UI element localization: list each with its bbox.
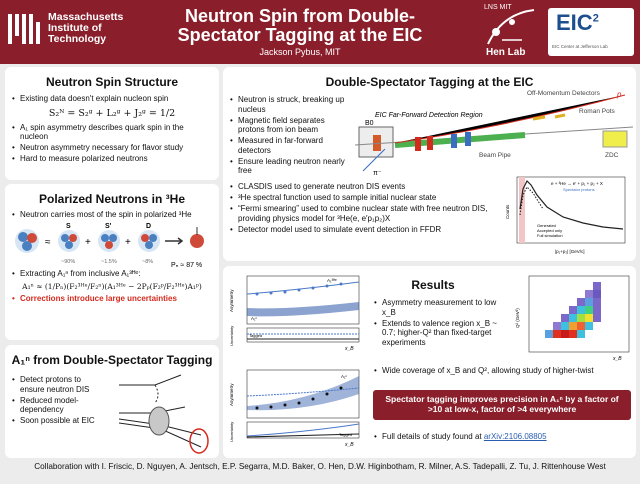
mit-name-line: Institute of	[48, 22, 102, 34]
bullet-list	[229, 95, 347, 176]
pion-label: π⁻	[373, 170, 382, 177]
svg-text:+: +	[125, 237, 131, 248]
arxiv-link[interactable]: arXiv:2106.08805	[483, 432, 547, 441]
sprime-state-icon	[98, 230, 120, 252]
proton-label: p	[617, 90, 622, 99]
bullet-list	[373, 366, 633, 377]
bullet: • Detector model used to simulate event detection in FFDR	[229, 225, 499, 235]
d-state-icon	[138, 230, 160, 252]
b0-label: B0	[365, 120, 374, 127]
axis-label: Uncertainty	[229, 325, 234, 346]
callout-box: Spectator tagging improves precision in A₁ⁿ by a factor of >10 at low-x, factor of >4 everywhere	[373, 390, 631, 420]
neutron-icon	[190, 227, 204, 248]
hist-title: e + ³He → e′ + p₁ + p₂ + X	[551, 181, 603, 186]
state-percent: ~8%	[142, 259, 154, 265]
spin-equation: S₂ᴺ = S₂ᵍ + L₂ᵍ + J₂ᵍ = 1/2	[48, 107, 176, 119]
axis-label: x_B	[613, 356, 622, 362]
bullet-list	[11, 94, 213, 104]
poster-author: Jackson Pybus, MIT	[259, 47, 341, 57]
he3-nucleus-icon	[15, 229, 39, 253]
bullet: • “Fermi smearing” used to combine nuclear state with free neutron DIS, providing physics model for ³He(e, e′p₁p₂)X	[229, 204, 499, 223]
mit-name-line: Massachusetts	[48, 11, 124, 23]
bullet: • Neutron carries most of the spin in polarized ³He	[11, 210, 213, 220]
axis-label: x_B	[345, 442, 354, 448]
mit-bars-icon	[8, 14, 40, 44]
state-percent: ~90%	[61, 259, 76, 265]
asymmetry-plot-low-x	[227, 272, 365, 352]
bullet: • Asymmetry measurement to low x_B	[373, 298, 505, 317]
panel-results	[223, 266, 636, 458]
bullet: • Soon possible at EIC	[11, 416, 107, 426]
ffdr-diagram	[355, 87, 633, 179]
bullet-list	[11, 375, 107, 426]
panel-title: A₁ⁿ from Double-Spectator Tagging	[11, 353, 213, 367]
axis-label: x_B	[345, 346, 354, 352]
eic-logo-word: EIC	[556, 10, 593, 35]
poster-title: Neutron Spin from Double-Spectator Tagging at the EIC	[177, 6, 423, 45]
legend-label: A₁ⁿ	[341, 374, 348, 379]
mit-logo	[8, 12, 123, 45]
svg-text:≈: ≈	[45, 237, 51, 248]
bullet: • Hard to measure polarized neutrons	[11, 154, 213, 164]
legend-label: A₁³ᴴᵉ	[327, 278, 337, 283]
bullet: • Wide coverage of x_B and Q², allowing study of higher-twist	[373, 366, 633, 376]
bullet-list	[11, 210, 213, 220]
s-state-icon	[58, 230, 80, 252]
panel-tagging-left	[5, 345, 219, 458]
panel-polarized-neutrons	[5, 184, 219, 340]
axis-label: Q² (GeV²)	[515, 308, 520, 328]
feynman-diagram	[115, 371, 215, 455]
henlab-label: Hen Lab	[486, 47, 526, 58]
hist-legend: Full simulation	[537, 233, 563, 238]
beampipe-label: Beam Pipe	[479, 152, 511, 159]
bullet: • Neutron is struck, breaking up nucleus	[229, 95, 347, 114]
bullet-list	[11, 294, 213, 304]
collaboration-footer: Collaboration with I. Friscic, D. Nguyen, A. Jentsch, E.P. Segarra, M.D. Baker, O. Hen, D.W. Higinbotham, R. Milner, A.S. Tadepalli, Z. Tu, J. Rittenhouse West	[34, 462, 606, 471]
panel-title: Neutron Spin Structure	[45, 75, 178, 89]
bullet: • Existing data doesn't explain nucleon spin	[11, 94, 213, 104]
red-bullet: • Corrections introduce large uncertainties	[11, 294, 213, 304]
bullet: • Reduced model-dependency	[11, 396, 107, 415]
legend-label: A₁ⁿ	[251, 316, 258, 321]
bullet: • Detect protons to ensure neutron DIS	[11, 375, 107, 394]
asymmetry-plot-high-x	[227, 366, 365, 448]
bullet: • CLASDIS used to generate neutron DIS events	[229, 182, 499, 192]
bullet-list	[229, 182, 499, 236]
he3-spin-diagram	[5, 221, 219, 269]
hist-ylabel: Counts	[505, 204, 510, 219]
offmom-label: Off-Momentum Detectors	[527, 90, 600, 97]
region-label: EIC Far-Forward Detection Region	[375, 112, 483, 119]
bullet: • A₁ spin asymmetry describes quark spin in the nucleon	[11, 123, 213, 142]
extraction-equation: A₁ⁿ ≈ (1/Pₙ)(F₂³ᴴᵉ/F₂ⁿ)(A₁³ᴴᵉ − 2Pₚ(F₂ᵖ/F₂³ᴴᵉ)A₁ᵖ)	[22, 281, 202, 291]
axis-label: Asymmetry	[229, 383, 234, 406]
legend-label: Tagged	[249, 333, 263, 338]
lns-label: LNS MIT	[484, 4, 512, 11]
hist-legend: Generated	[537, 223, 556, 228]
panel-double-spectator	[223, 67, 636, 261]
state-label: S	[66, 223, 71, 230]
eic-sub: EIC Center at Jefferson Lab	[552, 44, 608, 49]
panel-title: Double-Spectator Tagging at the EIC	[325, 75, 534, 89]
zdc-label: ZDC	[605, 152, 619, 159]
axis-label: Asymmetry	[229, 289, 234, 312]
full-details-text: Full details of study found at	[382, 432, 484, 441]
mit-name	[48, 12, 123, 45]
eic-logo-text: EIC$^2$	[556, 10, 599, 35]
bullet: • Magnetic field separates protons from ion beam	[229, 116, 347, 135]
legend-label: Tagged	[339, 432, 353, 437]
hist-sub: Spectator protons	[563, 187, 595, 192]
bullet: • Measured in far-forward detectors	[229, 136, 347, 155]
romanpots-label: Roman Pots	[579, 108, 615, 115]
bullet: • Extends to valence region x_B ~ 0.7; higher-Q² than fixed-target experiments	[373, 319, 505, 348]
svg-text:+: +	[85, 237, 91, 248]
bullet-list	[11, 123, 213, 164]
hist-legend: Accepted only	[537, 228, 563, 233]
bullet	[373, 432, 633, 442]
bullet: • Neutron asymmetry necessary for flavor study	[11, 143, 213, 153]
zdc-detector	[603, 131, 627, 147]
state-label: D	[146, 223, 152, 230]
bullet-list	[11, 269, 213, 279]
bullet-list	[373, 432, 633, 443]
panel-neutron-spin	[5, 67, 219, 180]
momentum-histogram	[503, 169, 631, 257]
panel-title: Results	[411, 278, 455, 292]
state-label: S'	[105, 223, 112, 230]
hist-xlabel: |p₁+p₂| [GeV/c]	[555, 249, 585, 254]
state-percent: ~1.5%	[101, 259, 117, 265]
pn-value: Pₙ ≈ 87 %	[171, 262, 203, 269]
bullet-list	[373, 298, 505, 349]
bullet: • ³He spectral function used to sample initial nuclear state	[229, 193, 499, 203]
panel-title: Polarized Neutrons in ³He	[38, 192, 186, 206]
mit-name-line: Technology	[48, 33, 107, 45]
axis-label: Uncertainty	[229, 421, 234, 442]
bullet: • Ensure leading neutron nearly free	[229, 157, 347, 176]
poster-header	[0, 0, 640, 64]
tagged-protons-highlight	[190, 429, 208, 453]
kinematic-coverage-plot	[513, 272, 633, 364]
bullet: • Extracting A₁ⁿ from inclusive A₁³ᴴᵉ:	[11, 269, 213, 279]
